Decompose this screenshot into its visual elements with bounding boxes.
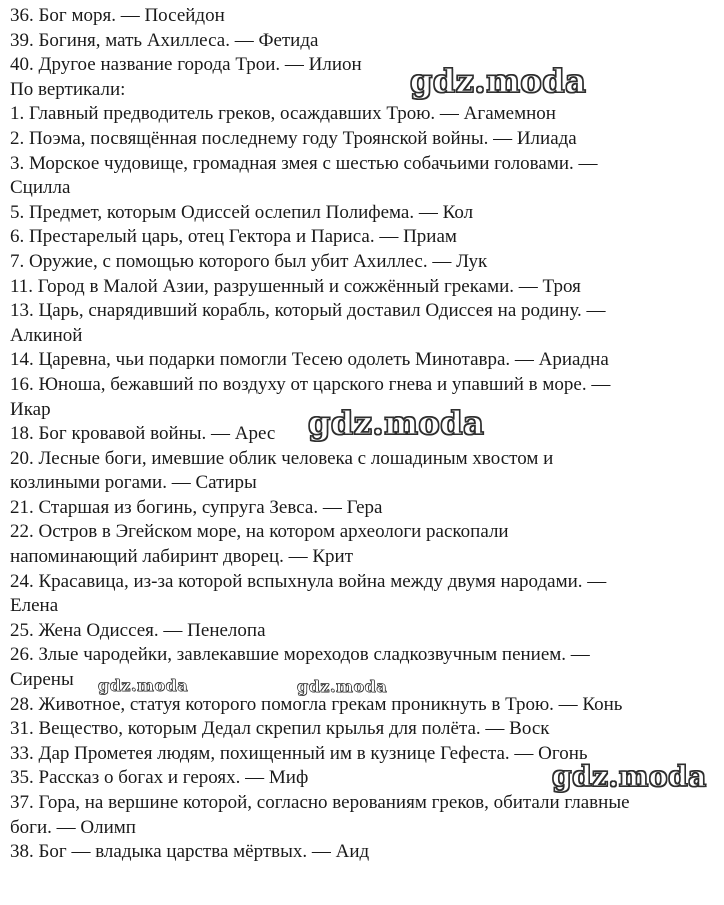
watermark-logo: gdz.moda [98,676,189,695]
answer-line-3-cont: Сцилла [10,177,71,199]
answer-line-5: 5. Предмет, которым Одиссей ослепил Полифема. — Кол [10,201,474,223]
answer-line-36: 36. Бог моря. — Посейдон [10,5,225,26]
answer-line-28: 28. Животное, статуя которого помогла грекам проникнуть в Трою. — Конь [10,693,623,715]
watermark-logo: gdz.moda [297,677,388,696]
answer-line-14: 14. Царевна, чьи подарки помогли Тесею одолеть Минотавра. — Ариадна [10,349,609,371]
answer-line-39: 39. Богиня, мать Ахиллеса. — Фетида [10,29,319,51]
answer-line-13: 13. Царь, снарядивший корабль, который доставил Одиссея на родину. — [10,300,606,322]
answer-line-22: 22. Остров в Эгейском море, на котором археологи раскопали [10,521,509,543]
answer-line-31: 31. Вещество, которым Дедал скрепил крылья для полёта. — Воск [10,718,550,740]
answer-line-7: 7. Оружие, с помощью которого был убит Ахиллес. — Лук [10,250,488,272]
answer-line-24: 24. Красавица, из-за которой вспыхнула война между двумя народами. — [10,570,607,592]
answer-line-20-cont: козлиными рогами. — Сатиры [10,472,257,494]
answer-line-33: 33. Дар Прометея людям, похищенный им в кузнице Гефеста. — Огонь [10,742,588,764]
answer-line-40: 40. Другое название города Трои. — Илион [10,54,362,76]
document-page [10,4,718,865]
answer-line-22-cont: напоминающий лабиринт дворец. — Крит [10,546,354,568]
answer-line-37: 37. Гора, на вершине которой, согласно верованиям греков, обитали главные [10,792,630,813]
answer-line-21: 21. Старшая из богинь, супруга Зевса. — Гера [10,496,383,518]
answer-line-6: 6. Престарелый царь, отец Гектора и Париса. — Приам [10,226,457,248]
answer-line-18: 18. Бог кровавой войны. — Арес [10,423,276,445]
answer-line-11: 11. Город в Малой Азии, разрушенный и сожжённый греками. — Троя [10,275,581,297]
answer-line-16-cont: Икар [10,398,51,420]
section-heading-vertical: По вертикали: [10,78,126,100]
answer-line-26-cont: Сирены [10,669,74,691]
answer-line-2: 2. Поэма, посвящённая последнему году Троянской войны. — Илиада [10,127,577,149]
answer-line-26: 26. Злые чародейки, завлекавшие мореходов сладкозвучным пением. — [10,644,590,666]
watermark-logo: gdz.moda [410,62,587,100]
answer-line-37-cont: боги. — Олимп [10,816,136,838]
watermark-logo: gdz.moda [552,760,707,793]
answer-line-13-cont: Алкиной [10,324,83,346]
answer-line-38: 38. Бог — владыка царства мёртвых. — Аид [10,841,370,863]
answer-line-24-cont: Елена [10,595,59,617]
answer-line-16: 16. Юноша, бежавший по воздуху от царского гнева и упавший в море. — [10,373,611,395]
answer-line-3: 3. Морское чудовище, громадная змея с шестью собачьими головами. — [10,152,598,174]
watermark-logo: gdz.moda [308,404,485,442]
answer-line-20: 20. Лесные боги, имевшие облик человека с лошадиным хвостом и [10,447,554,469]
answer-line-35: 35. Рассказ о богах и героях. — Миф [10,767,309,789]
answer-line-1: 1. Главный предводитель греков, осаждавших Трою. — Агамемнон [10,103,556,125]
answer-line-25: 25. Жена Одиссея. — Пенелопа [10,619,266,641]
